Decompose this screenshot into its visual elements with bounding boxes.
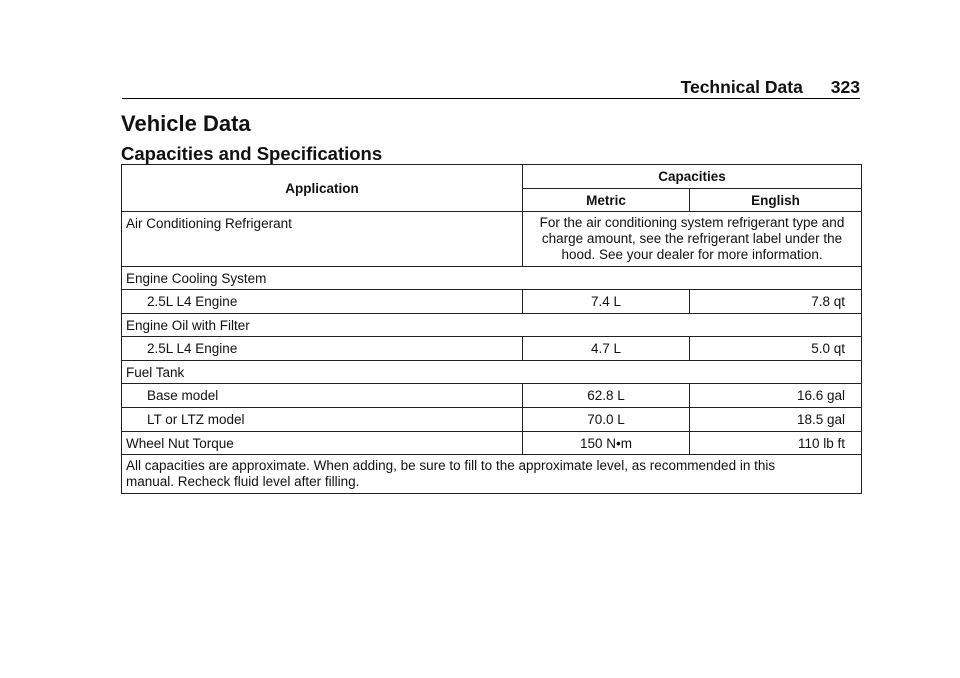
torque-metric: 150 N•m [523,432,690,455]
ac-note-line: hood. See your dealer for more information. [561,247,823,262]
fuel-base: Base model [122,384,523,408]
table-row [122,212,862,267]
table-footnote-row [122,455,862,494]
footnote-line: manual. Recheck fluid level after filling. [126,474,360,489]
section-heading: Capacities and Specifications [121,143,383,164]
section-title: Technical Data [680,77,803,97]
table-row [122,432,862,455]
table-row [122,337,862,361]
header-application: Application [122,165,523,212]
header-rule [122,98,860,99]
fuel-base-english: 16.6 gal [690,384,862,408]
table-header-row [122,165,862,189]
header-metric: Metric [523,189,690,212]
footnote-line: All capacities are approximate. When adding, be sure to fill to the approximate level, as recommended in this [126,458,776,473]
torque-english: 110 lb ft [690,432,862,455]
table-row [122,290,862,314]
cooling-metric: 7.4 L [523,290,690,314]
ac-note [523,212,862,267]
cooling-label: Engine Cooling System [122,267,862,290]
fuel-lt: LT or LTZ model [122,408,523,432]
fuel-label: Fuel Tank [122,361,862,384]
fuel-lt-metric: 70.0 L [523,408,690,432]
page-number: 323 [830,77,860,97]
table-footnote [122,455,862,494]
fuel-base-metric: 62.8 L [523,384,690,408]
table-row [122,384,862,408]
oil-metric: 4.7 L [523,337,690,361]
cooling-english: 7.8 qt [690,290,862,314]
oil-label: Engine Oil with Filter [122,314,862,337]
torque-label: Wheel Nut Torque [122,432,523,455]
header-english: English [690,189,862,212]
page-title: Vehicle Data [121,111,251,136]
capacities-table [121,164,862,494]
table-row [122,361,862,384]
oil-engine: 2.5L L4 Engine [122,337,523,361]
table-row [122,267,862,290]
cooling-engine: 2.5L L4 Engine [122,290,523,314]
header-capacities: Capacities [523,165,862,189]
fuel-lt-english: 18.5 gal [690,408,862,432]
table-row [122,408,862,432]
ac-note-line: charge amount, see the refrigerant label under the [541,231,843,246]
ac-note-line: For the air conditioning system refrigerant type and [539,215,845,230]
table-row [122,314,862,337]
running-header [122,72,860,98]
ac-label: Air Conditioning Refrigerant [122,212,523,267]
oil-english: 5.0 qt [690,337,862,361]
